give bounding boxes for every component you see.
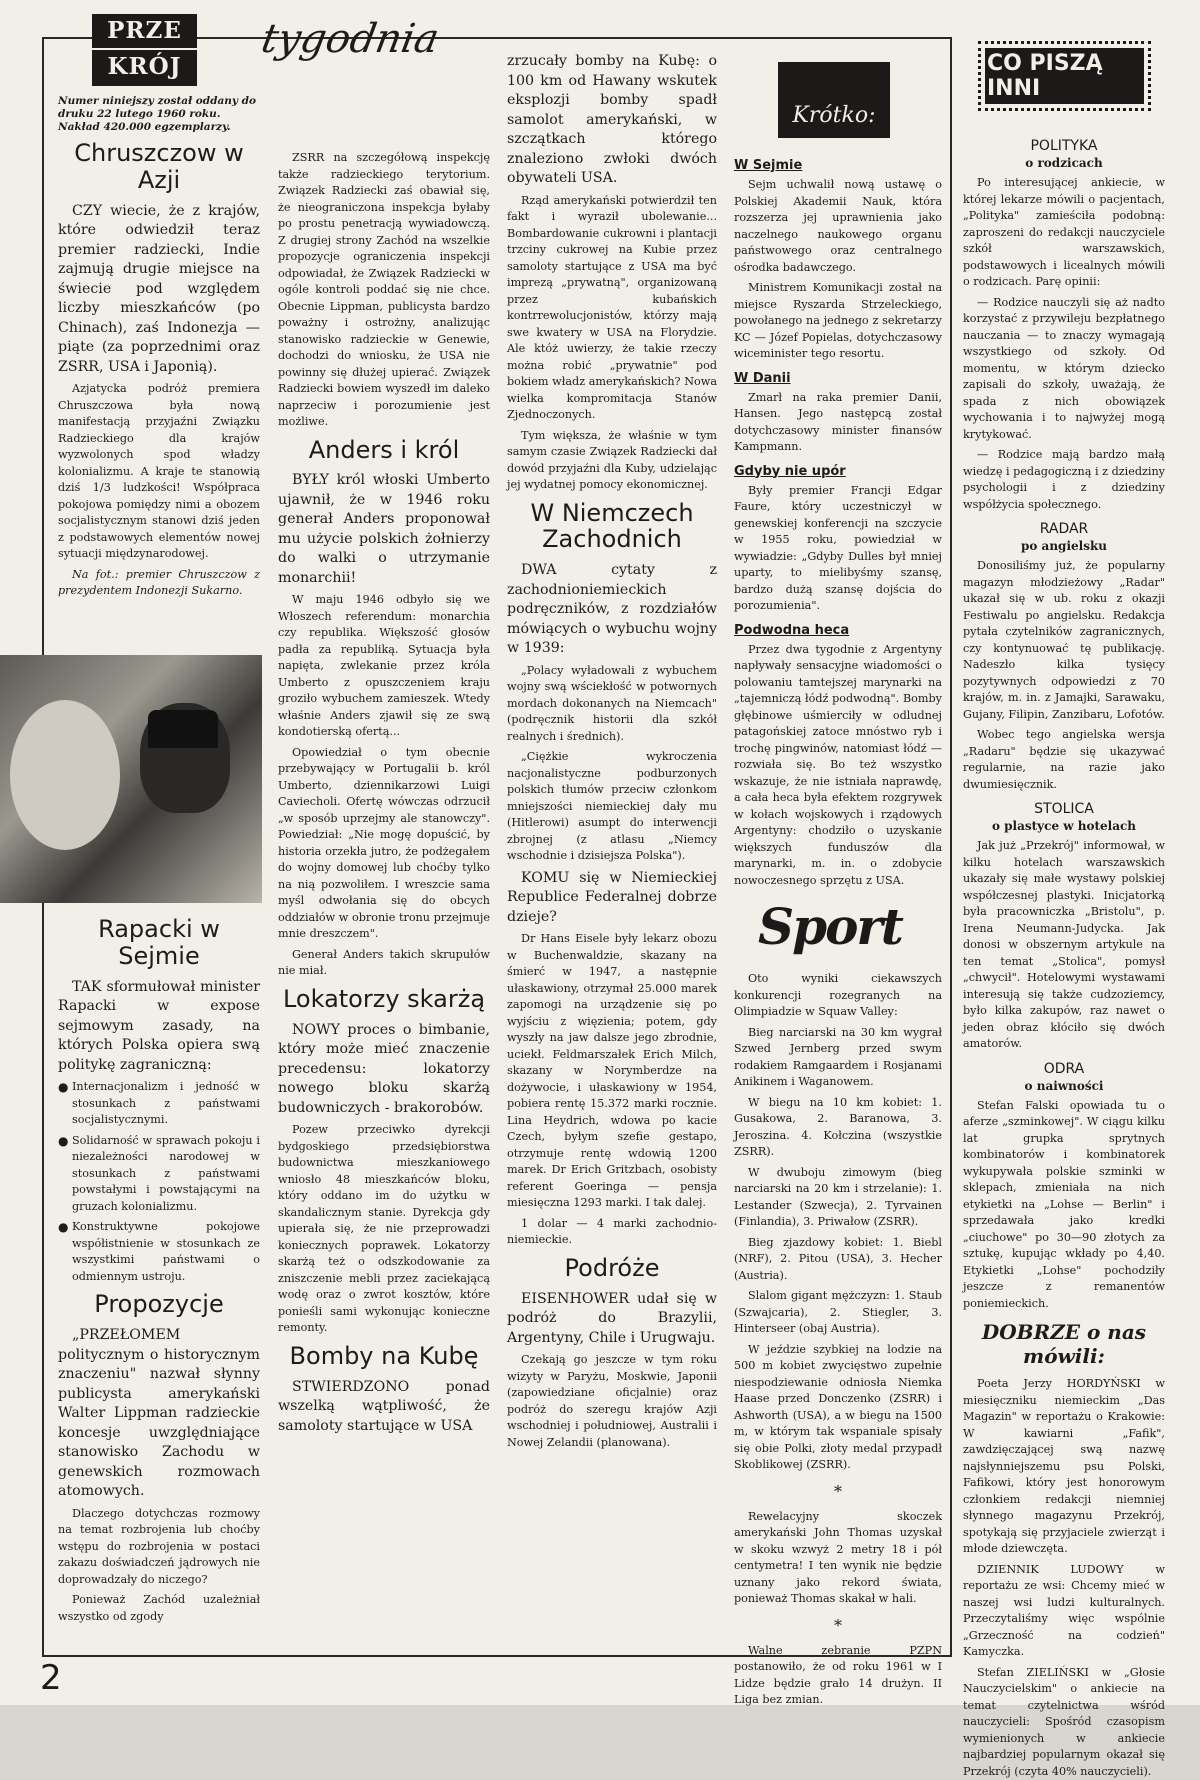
headline-chruszczow: Chruszczow w Azji xyxy=(58,140,260,194)
article-paragraph: Stefan Falski opowiada tu o aferze „szminkowej". W ciągu kilku lat grupka sprytnych kombinatorów i kombinatorek wykupywała polskie szminki w sklepach, zmieniała na nich etykietki na „Lohse — Berlin" i sprzedawała jako kredki „ciuchowe" po 30—90 złotych za sztukę, kupując wkłady po 4,40. Etykietki „Lohse" pochodziły jeszcze z remanentów poniemieckich. xyxy=(963,1098,1165,1313)
headline-podroze: Podróże xyxy=(507,1255,717,1282)
article-paragraph: Po interesującej ankiecie, w której lekarze mówili o pacjentach, „Polityka" zamieściła podobną: zaproszeni do redakcji nauczyciele szkół warszawskich, podstawowych i licealnych mówili o rodzicach. Parę opinii: xyxy=(963,175,1165,291)
column-5 xyxy=(963,130,1165,1660)
article-paragraph: Przez dwa tygodnie z Argentyny napływały sensacyjne wiadomości o polowaniu tamtejszej marynarki na „tajemniczą łódź podwodną". Bomby głębinowe uśmierciły w odludnej patagońskiej zatoce mnóstwo ryb i trochę pingwinów, natomiast łódź — rozwiała się. Bo też wszystko wskazuje, że nie istniała naprawdę, a cała heca była efektem rozgrywek w kołach wojskowych i rządowych Argentyny: chodziło o uzyskanie większych funduszów dla marynarki, m. in. o zdobycie nowoczesnego sprzętu z USA. xyxy=(734,642,942,890)
article-paragraph: Walne zebranie PZPN postanowiło, że od roku 1961 w I Lidze będzie grało 14 drużyn. II Liga bez zmian. xyxy=(734,1643,942,1709)
photo-cap xyxy=(148,710,218,748)
weekly-heading: tygodnia xyxy=(258,16,442,62)
article-paragraph: zrzucały bomby na Kubę: o 100 km od Hawany wskutek eksplozji bomby spadł samolot amerykański, w szczątkach którego znaleziono zwłoki dwóch obywateli USA. xyxy=(507,52,717,189)
article-paragraph: Azjatycka podróż premiera Chruszczowa była nową manifestacją przyjaźni Związku Radzieckiego dla krajów wyzwolonych spod władzy kolonializmu. A kraje te stanowią dziś 1/3 ludzkości! Współpraca pokojowa pomiędzy nimi a obozem socjalistycznym stanowi dziś jeden z podstawowych elementów nowej sytuacji międzynarodowej. xyxy=(58,381,260,563)
masthead-line2: KRÓJ xyxy=(107,53,181,80)
article-paragraph: Donosiliśmy już, że popularny magazyn młodzieżowy „Radar" ukazał się w ub. roku z okazji Festiwalu po angielsku. Redakcja pytała czytelników zagranicznych, czy kontynuować tę publikację. Nadeszło kilka tysięcy pozytywnych odpowiedzi z 70 krajów, m. in. z Jamajki, Sarawaku, Gujany, Filipin, Zanzibaru, Lofotów. xyxy=(963,558,1165,723)
section-head: Podwodna heca xyxy=(734,623,942,638)
column-1-lower xyxy=(58,910,260,1655)
article-paragraph: Pozew przeciwko dyrekcji bydgoskiego przedsiębiorstwa budownictwa mieszkaniowego wniosło 48 mieszkańców bloku, który oddano im do użytku w skandalicznym stanie. Dyrekcja gdy upierała się, że nie przeprowadzi koniecznych poprawek. Lokatorzy skarżą też o odszkodowanie za zniszczenie mebli przez zaciekającą wodę oraz o zwrot kosztów, które ponieśli sami wykonując konieczne remonty. xyxy=(278,1122,490,1337)
krotko-logo xyxy=(778,62,890,138)
headline-lokatorzy: Lokatorzy skarżą xyxy=(278,986,490,1013)
photo-chruszczow-sukarno xyxy=(0,655,262,903)
star-separator: * xyxy=(734,1482,942,1501)
article-paragraph: STWIERDZONO ponad wszelką wątpliwość, że samoloty startujące w USA xyxy=(278,1378,490,1437)
article-paragraph: W maju 1946 odbyło się we Włoszech referendum: monarchia czy republika. Większość głosów padła za republiką. Sytuacja była napięta, zwlekanie przez króla Umberto z opuszczeniem kraju groziło wybuchem zamieszek. Wtedy właśnie Anders zjawił się ze swą kondotierską ofertą... xyxy=(278,592,490,741)
article-paragraph: Ponieważ Zachód uzależniał wszystko od zgody xyxy=(58,1592,260,1625)
column-2 xyxy=(278,150,490,1655)
article-paragraph: Oto wyniki ciekawszych konkurencji rozegranych na Olimpiadzie w Squaw Valley: xyxy=(734,971,942,1021)
article-paragraph: Tym większa, że właśnie w tym samym czasie Związek Radziecki dał dowód przyjaźni dla Kuby, udzielając jej wydatnej pomocy ekonomicznej. xyxy=(507,428,717,494)
section-head: W Sejmie xyxy=(734,158,942,173)
article-paragraph: Dr Hans Eisele były lekarz obozu w Buchenwaldzie, skazany na śmierć w 1947, a następnie ułaskawiony, otrzymał 25.000 marek zapomogi na urządzenie się po wyjściu z więzienia; potem, gdy wyszły na jaw dalsze jego zbrodnie, uciekł. Feldmarszałek Erich Milch, skazany w Norymberdze na dożywocie, i ułaskawiony w 1954, pobiera rentę 15.372 marki rocznie. Lina Heydrich, wdowa po kacie Czech, byłym szefie gestapo, otrzymuje rentę wdowią 1200 marek. Dr Erich Gritzbach, osobisty referent Goeringa — pensja miesięczna 1293 marki. I tak dalej. xyxy=(507,931,717,1212)
press-subtitle: o plastyce w hotelach xyxy=(963,819,1165,833)
press-title: ODRA xyxy=(963,1061,1165,1077)
article-paragraph: TAK sformułował minister Rapacki w expose sejmowym zasady, na których Polska opiera swą politykę zagraniczną: xyxy=(58,978,260,1076)
article-paragraph: Wobec tego angielska wersja „Radaru" będzie się ukazywać regularnie, na razie jako dwumiesięcznik. xyxy=(963,727,1165,793)
article-paragraph: — Rodzice nauczyli się aż nadto korzystać z przywileju bezpłatnego nauczania — to znaczy wymagają wszystkiego od szkoły. Od momentu, w którym dziecko zapisali do szkoły, uważają, że spada z nich obowiązek wychowania i to najwyżej mogą krytykować. xyxy=(963,295,1165,444)
article-paragraph: Zmarł na raka premier Danii, Hansen. Jego następcą został dotychczasowy minister finansów Kampmann. xyxy=(734,390,942,456)
article-paragraph: DWA cytaty z zachodnioniemieckich podręczników, z rozdziałów mówiących o wybuchu wojny w 1939: xyxy=(507,561,717,659)
article-paragraph: Stefan ZIELIŃSKI w „Głosie Nauczycielskim" o ankiecie na temat czytelnictwa wśród nauczycieli: Spośród czasopism wymienionych w ankiecie najbardziej popularnym okazał się Przekrój (czyta 40% nauczycieli). xyxy=(963,1665,1165,1780)
article-paragraph: KOMU się w Niemieckiej Republice Federalnej dobrze dzieje? xyxy=(507,869,717,928)
star-separator: * xyxy=(734,1616,942,1635)
krotko-label: Krótko: xyxy=(792,103,875,128)
article-paragraph: Generał Anders takich skrupułów nie miał. xyxy=(278,947,490,980)
photo-figure-left xyxy=(10,700,120,850)
article-paragraph: CZY wiecie, że z krajów, które odwiedził teraz premier radziecki, Indie zajmują drugie miejsce na świecie pod względem liczby mieszkańców (po Chinach), zaś Indonezja — piąte (za poprzednimi oraz ZSRR, USA i Japonią). xyxy=(58,202,260,378)
bullet-item: ● Internacjonalizm i jedność w stosunkach z państwami socjalistycznymi. xyxy=(58,1079,260,1129)
press-subtitle: o naiwności xyxy=(963,1079,1165,1093)
article-paragraph: Ministrem Komunikacji został na miejsce Ryszarda Strzeleckiego, powołanego na jednego z sekretarzy KC — Józef Popielas, dotychczasowy wiceminister tego resortu. xyxy=(734,280,942,363)
article-paragraph: Były premier Francji Edgar Faure, który uczestniczył w genewskiej konferencji na szczycie w 1955 roku, powiedział w wywiadzie: „Gdyby Dulles był mniej uparty, to mielibyśmy szansę, bardzo dużą szansę dojścia do porozumienia". xyxy=(734,483,942,615)
article-paragraph: Bieg zjazdowy kobiet: 1. Biebl (NRF), 2. Pitou (USA), 3. Hecher (Austria). xyxy=(734,1235,942,1285)
section-head: W Danii xyxy=(734,371,942,386)
photo-caption: Na fot.: premier Chruszczow z prezydentem Indonezji Sukarno. xyxy=(58,567,260,600)
press-title: RADAR xyxy=(963,521,1165,537)
masthead-logo xyxy=(92,14,197,86)
article-paragraph: Czekają go jeszcze w tym roku wizyty w Paryżu, Moskwie, Japonii (zapowiedziane oficjalnie) oraz podróż do szeregu krajów Azji wschodniej i południowej, Australii i Nowej Zelandii (planowana). xyxy=(507,1352,717,1451)
section-head: Gdyby nie upór xyxy=(734,464,942,479)
page-number: 2 xyxy=(40,1658,62,1698)
bullet-item: ● Konstruktywne pokojowe współistnienie w stosunkach ze wszystkimi państwami o odmiennym ustroju. xyxy=(58,1219,260,1285)
article-paragraph: Sejm uchwalił nową ustawę o Polskiej Akademii Nauk, która rozszerza jej uprawnienia jako naczelnego naukowego organu państwowego oraz centralnego ośrodka badawczego. xyxy=(734,177,942,276)
article-paragraph: Opowiedział o tym obecnie przebywający w Portugalii b. król Umberto, dziennikarzowi Luigi Caviecholi. Ofertę wówczas odrzucił „w sposób uprzejmy ale stanowczy". Powiedział: „Nie mogę dopuścić, by historia orzekła jutro, że podżegałem do wojny domowej lub choćby tylko na nią pozwoliłem. I wreszcie sama myśl odwołania się do obcych oddziałów w obronie tronu przejmuje mnie dreszczem". xyxy=(278,745,490,943)
article-paragraph: — Rodzice mają bardzo małą wiedzę i pedagogiczną i z dziedziny psychologii i z dziedziny współżycia społecznego. xyxy=(963,447,1165,513)
article-paragraph: W jeździe szybkiej na lodzie na 500 m kobiet zwycięstwo zupełnie niespodziewanie odniosła Niemka Haase przed Donczenko (ZSRR) i Ashworth (USA), a w biegu na 1500 m, w którym tak wspaniale spisały się obie Polki, złoty medal przypadł Skoblikowej (ZSRR). xyxy=(734,1342,942,1474)
bullet-item: ● Solidarność w sprawach pokoju i niezależności narodowej w stosunkach z państwami powstałymi i powstającymi na gruzach kolonializmu. xyxy=(58,1133,260,1216)
press-title: POLITYKA xyxy=(963,138,1165,154)
article-paragraph: W dwuboju zimowym (bieg narciarski na 20 km i strzelanie): 1. Lestander (Szwecja), 2. Tyrvainen (Finlandia), 3. Priwałow (ZSRR). xyxy=(734,1165,942,1231)
article-paragraph: Bieg narciarski na 30 km wygrał Szwed Jernberg przed swym rodakiem Ramgaardem i Rosjanami Anikinem i Waganowem. xyxy=(734,1025,942,1091)
article-paragraph: „PRZEŁOMEM politycznym o historycznym znaczeniu" nazwał słynny publicysta amerykański Walter Lippman radzieckie koncesje uwzględniające stanowisko Zachodu w genewskich rozmowach atomowych. xyxy=(58,1326,260,1502)
sport-logo: Sport xyxy=(758,897,920,963)
dobrze-o-nas-heading: DOBRZE o nas mówili: xyxy=(963,1320,1165,1368)
headline-propozycje: Propozycje xyxy=(58,1291,260,1318)
headline-rapacki: Rapacki w Sejmie xyxy=(58,916,260,970)
print-note: Numer niniejszy został oddany do druku 22 lutego 1960 roku. Nakład 420.000 egzemplarzy. xyxy=(58,95,260,134)
article-paragraph: Poeta Jerzy HORDYŃSKI w miesięczniku niemieckim „Das Magazin" w reportażu o Krakowie: W kawiarni „Fafik", zawdzięczającej swą nazwę najsłynniejszemu psu Polski, Fafikowi, który jest honorowym członkiem redakcji niemniej słynnego magazynu Przekrój, spotykają się przyjaciele zwierząt i młode dziewczęta. xyxy=(963,1376,1165,1558)
press-title: STOLICA xyxy=(963,801,1165,817)
article-paragraph: W biegu na 10 km kobiet: 1. Gusakowa, 2. Baranowa, 3. Jeroszina. 4. Kołczina (wszystkie ZSRR). xyxy=(734,1095,942,1161)
column-3 xyxy=(507,52,717,1655)
press-subtitle: o rodzicach xyxy=(963,156,1165,170)
article-paragraph: Slalom gigant mężczyzn: 1. Staub (Szwajcaria), 2. Stiegler, 3. Hinterseer (obaj Austria). xyxy=(734,1288,942,1338)
article-paragraph: Jak już „Przekrój" informował, w kilku hotelach warszawskich ukazały się małe wystawy polskiej współczesnej plastyki. Inicjatorką była pracowniczka „Bristolu", p. Irena Neumann-Judycka. Jak donosi w obszernym artykule na ten temat „Stolica", pomysł „chwycił". Hotelowymi wystawami interesują się także cudzoziemcy, było kilka zakupów, raz nawet o jeden obraz kłóciło się dwóch amatorów. xyxy=(963,838,1165,1053)
headline-niemcy: W Niemczech Zachodnich xyxy=(507,500,717,554)
article-paragraph: Dlaczego dotychczas rozmowy na temat rozbrojenia lub choćby wstępu do rozbrojenia w postaci zakazu doświadczeń jądrowych nie doprowadzały do niczego? xyxy=(58,1506,260,1589)
press-subtitle: po angielsku xyxy=(963,539,1165,553)
article-paragraph: Rewelacyjny skoczek amerykański John Thomas uzyskał w skoku wzwyż 2 metry 18 i pół centymetra! I ten wynik nie będzie uznany jako rekord świata, ponieważ Thomas skakał w hali. xyxy=(734,1509,942,1608)
article-paragraph: ZSRR na szczegółową inspekcję także radzieckiego terytorium. Związek Radziecki zaś obawiał się, że nieograniczona inspekcja byłaby po prostu penetracją wywiadowczą. Z drugiej strony Zachód na wszelkie propozycje ograniczenia inspekcji odpowiadał, że Związek Radziecki w ogóle kontroli poddać się nie chce. Obecnie Lippman, publicysta bardzo poważny i ostrożny, analizując stanowisko radzieckie w Genewie, dochodzi do wniosku, że USA nie powinny się dłużej upierać. Związek Radziecki bowiem wyszedł im daleko naprzeciw i porozumienie jest możliwe. xyxy=(278,150,490,431)
article-paragraph: „Polacy wyładowali z wybuchem wojny swą wściekłość w potwornych mordach dokonanych na Niemcach" (podręcznik historii dla szkół realnych i średnich). xyxy=(507,663,717,746)
headline-bomby: Bomby na Kubę xyxy=(278,1343,490,1370)
masthead-line1: PRZE xyxy=(92,14,197,50)
article-paragraph: BYŁY król włoski Umberto ujawnił, że w 1946 roku generał Anders proponował mu użycie polskich żołnierzy do walki o utrzymanie monarchii! xyxy=(278,471,490,588)
co-pisza-inni-logo: CO PISZĄ INNI xyxy=(985,48,1144,104)
article-paragraph: 1 dolar — 4 marki zachodnio-niemieckie. xyxy=(507,1216,717,1249)
article-paragraph: „Ciężkie wykroczenia nacjonalistyczne podburzonych polskich tłumów przeciw członkom mniejszości niemieckiej dały mu (Hitlerowi) asumpt do interwencji zbrojnej (z atlasu „Niemcy wschodnie i dzisiejsza Polska"). xyxy=(507,749,717,865)
article-paragraph: DZIENNIK LUDOWY w reportażu ze wsi: Chcemy mieć w naszej wsi ludzi kulturalnych. Przeczytaliśmy więc wspólnie „Grzeczność na codzień" Kamyczka. xyxy=(963,1562,1165,1661)
article-paragraph: EISENHOWER udał się w podróż do Brazylii, Argentyny, Chile i Urugwaju. xyxy=(507,1290,717,1349)
article-paragraph: NOWY proces o bimbanie, który może mieć znaczenie precedensu: lokatorzy nowego bloku skarżą budowniczych - brakorobów. xyxy=(278,1021,490,1119)
headline-anders: Anders i król xyxy=(278,437,490,464)
article-paragraph: Rząd amerykański potwierdził ten fakt i wyraził ubolewanie... Bombardowanie cukrowni i plantacji trzciny cukrowej na Kubie przez samoloty startujące z USA ma być imprezą „prywatną", organizowaną przez kubańskich kontrrewolucjonistów, którzy mają swe kwatery w USA na Florydzie. Ale któż uwierzy, że takie rzeczy można robić „prywatnie" pod bokiem władz amerykańskich? Nowa wielka kompromitacja Stanów Zjednoczonych. xyxy=(507,193,717,424)
